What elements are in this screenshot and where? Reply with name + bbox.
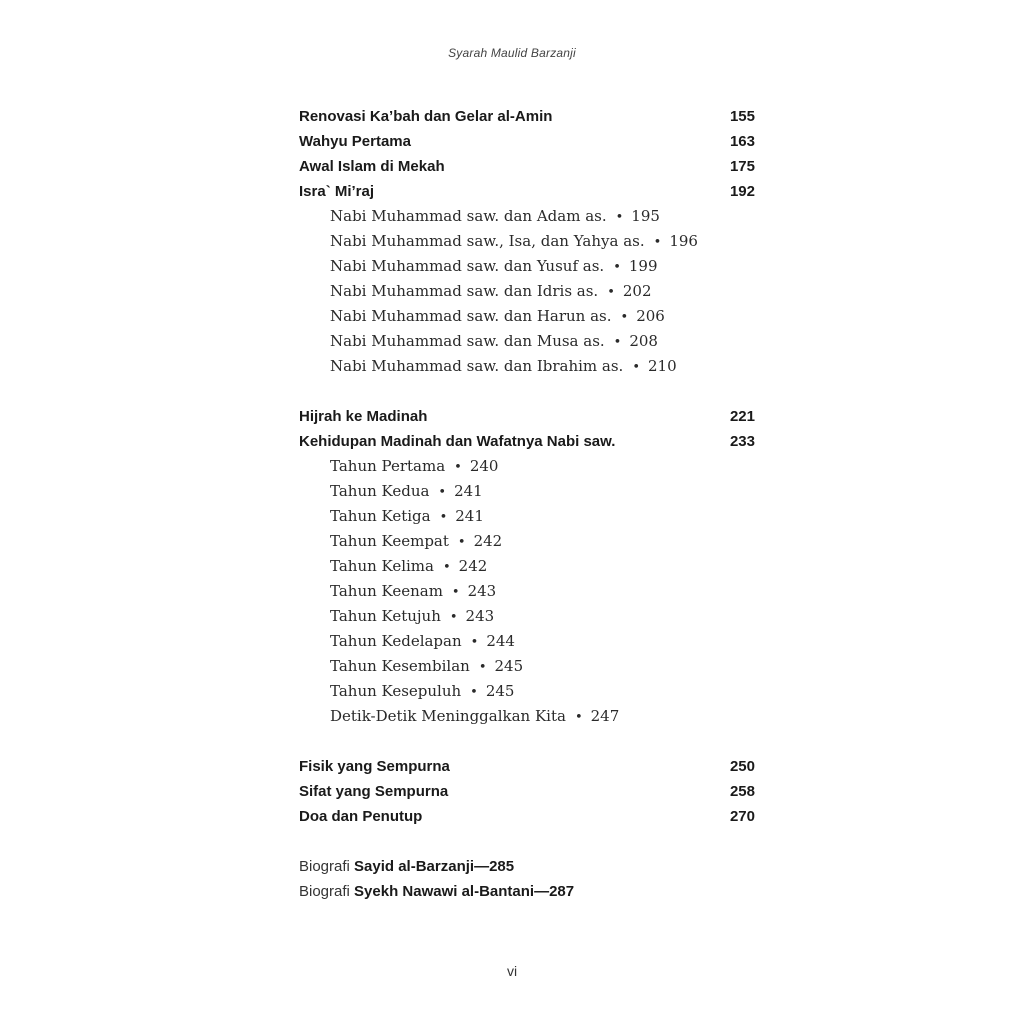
toc-chapter-page: 163: [729, 133, 755, 150]
toc-biography: [299, 854, 755, 879]
toc-subsection: [299, 229, 755, 254]
toc-subsection-page: 195: [631, 207, 660, 225]
toc-subsection: [299, 354, 755, 379]
toc-subsection-page: 243: [467, 582, 497, 600]
toc-subsection-title: Tahun Keempat: [330, 532, 449, 550]
toc-chapter-page: 192: [729, 183, 755, 200]
toc-subsection-title: Tahun Keenam: [330, 582, 443, 600]
toc-subsection-page: 210: [648, 357, 677, 375]
toc-subsection-title: Tahun Ketiga: [330, 507, 431, 525]
toc-subsection: [299, 254, 755, 279]
toc-chapter-page: 175: [729, 158, 755, 175]
spacer: [299, 729, 755, 754]
toc-chapter-title: Fisik yang Sempurna: [299, 758, 450, 775]
bullet-separator: •: [451, 585, 460, 600]
toc-chapter-page: 258: [729, 783, 755, 800]
toc-subsection-page: 247: [590, 707, 620, 725]
toc-subsection: [299, 679, 755, 704]
toc-biography: [299, 879, 755, 904]
running-header: Syarah Maulid Barzanji: [448, 46, 576, 60]
toc-subsection: [299, 504, 755, 529]
bullet-separator: •: [442, 560, 451, 575]
toc-subsection-page: 208: [629, 332, 658, 350]
toc-chapter: [299, 754, 755, 779]
toc-subsection-page: 196: [669, 232, 698, 250]
toc-chapter-title: Wahyu Pertama: [299, 133, 411, 150]
bullet-separator: •: [574, 710, 583, 725]
bullet-separator: •: [613, 260, 621, 275]
toc-subsection-title: Nabi Muhammad saw. dan Adam as.: [330, 207, 607, 225]
toc-subsection-title: Tahun Kelima: [330, 557, 434, 575]
toc-subsection-page: 202: [622, 282, 652, 300]
toc-chapter: [299, 429, 755, 454]
toc-subsection: [299, 329, 755, 354]
bullet-separator: •: [470, 685, 478, 700]
bullet-separator: •: [607, 285, 615, 300]
toc-subsection: [299, 279, 755, 304]
toc-chapter-title: Isra` Mi’raj: [299, 183, 375, 200]
toc-subsection-page: 244: [486, 632, 515, 650]
toc-chapter-title: Sifat yang Sempurna: [299, 783, 449, 800]
page-number: vi: [506, 963, 518, 979]
toc-subsection-title: Tahun Kedua: [330, 482, 430, 500]
biography-prefix: Biografi: [299, 883, 355, 900]
toc-subsection-page: 241: [455, 507, 484, 525]
toc-subsection: [299, 454, 755, 479]
toc-chapter: [299, 154, 755, 179]
biography-prefix: Biografi: [299, 858, 355, 875]
biography-name: Sayid al-Barzanji—285: [354, 858, 515, 875]
toc-subsection-page: 245: [494, 657, 524, 675]
table-of-contents: [299, 104, 755, 904]
bullet-separator: •: [449, 610, 458, 625]
toc-subsection-title: Nabi Muhammad saw., Isa, dan Yahya as.: [330, 232, 645, 250]
bullet-separator: •: [478, 660, 487, 675]
toc-chapter-title: Awal Islam di Mekah: [299, 158, 445, 175]
toc-chapter-title: Hijrah ke Madinah: [299, 408, 428, 425]
toc-subsection-title: Tahun Kedelapan: [330, 632, 462, 650]
toc-subsection-title: Nabi Muhammad saw. dan Idris as.: [330, 282, 599, 300]
toc-subsection: [299, 304, 755, 329]
toc-subsection-page: 240: [469, 457, 499, 475]
toc-chapter-title: Renovasi Ka’bah dan Gelar al-Amin: [299, 108, 553, 125]
bullet-separator: •: [439, 510, 448, 525]
toc-chapter: [299, 129, 755, 154]
toc-subsection-title: Nabi Muhammad saw. dan Ibrahim as.: [330, 357, 624, 375]
toc-subsection-page: 199: [628, 257, 658, 275]
toc-subsection-title: Tahun Pertama: [330, 457, 446, 475]
toc-subsection: [299, 704, 755, 729]
toc-subsection-page: 242: [458, 557, 488, 575]
toc-chapter-page: 155: [729, 108, 755, 125]
toc-chapter: [299, 104, 755, 129]
toc-chapter-page: 233: [729, 433, 755, 450]
spacer: [299, 829, 755, 854]
toc-subsection: [299, 529, 755, 554]
bullet-separator: •: [620, 310, 629, 325]
toc-subsection: [299, 654, 755, 679]
toc-subsection-title: Nabi Muhammad saw. dan Harun as.: [330, 307, 612, 325]
toc-subsection-title: Nabi Muhammad saw. dan Yusuf as.: [330, 257, 605, 275]
toc-chapter: [299, 404, 755, 429]
toc-chapter: [299, 779, 755, 804]
toc-subsection: [299, 604, 755, 629]
toc-chapter-title: Doa dan Penutup: [299, 808, 423, 825]
toc-subsection-title: Nabi Muhammad saw. dan Musa as.: [330, 332, 605, 350]
bullet-separator: •: [613, 335, 622, 350]
toc-subsection-title: Tahun Ketujuh: [330, 607, 441, 625]
toc-chapter-page: 221: [729, 408, 755, 425]
bullet-separator: •: [454, 460, 462, 475]
toc-subsection-page: 245: [485, 682, 515, 700]
bullet-separator: •: [653, 235, 662, 250]
spacer: [299, 379, 755, 404]
toc-subsection-page: 241: [454, 482, 483, 500]
biography-name: Syekh Nawawi al-Bantani—287: [354, 883, 575, 900]
toc-subsection-title: Tahun Kesepuluh: [330, 682, 462, 700]
toc-subsection: [299, 479, 755, 504]
bullet-separator: •: [615, 210, 624, 225]
toc-subsection-page: 243: [465, 607, 495, 625]
bullet-separator: •: [457, 535, 466, 550]
toc-subsection-title: Detik-Detik Meninggalkan Kita: [330, 707, 566, 725]
bullet-separator: •: [470, 635, 479, 650]
toc-subsection-page: 242: [473, 532, 503, 550]
toc-chapter: [299, 179, 755, 204]
toc-subsection-page: 206: [636, 307, 665, 325]
toc-chapter: [299, 804, 755, 829]
toc-chapter-title: Kehidupan Madinah dan Wafatnya Nabi saw.: [299, 433, 616, 450]
toc-chapter-page: 270: [729, 808, 755, 825]
bullet-separator: •: [632, 360, 640, 375]
bullet-separator: •: [438, 485, 447, 500]
toc-subsection: [299, 579, 755, 604]
toc-subsection: [299, 554, 755, 579]
toc-subsection: [299, 629, 755, 654]
toc-chapter-page: 250: [729, 758, 755, 775]
toc-subsection: [299, 204, 755, 229]
toc-subsection-title: Tahun Kesembilan: [330, 657, 470, 675]
